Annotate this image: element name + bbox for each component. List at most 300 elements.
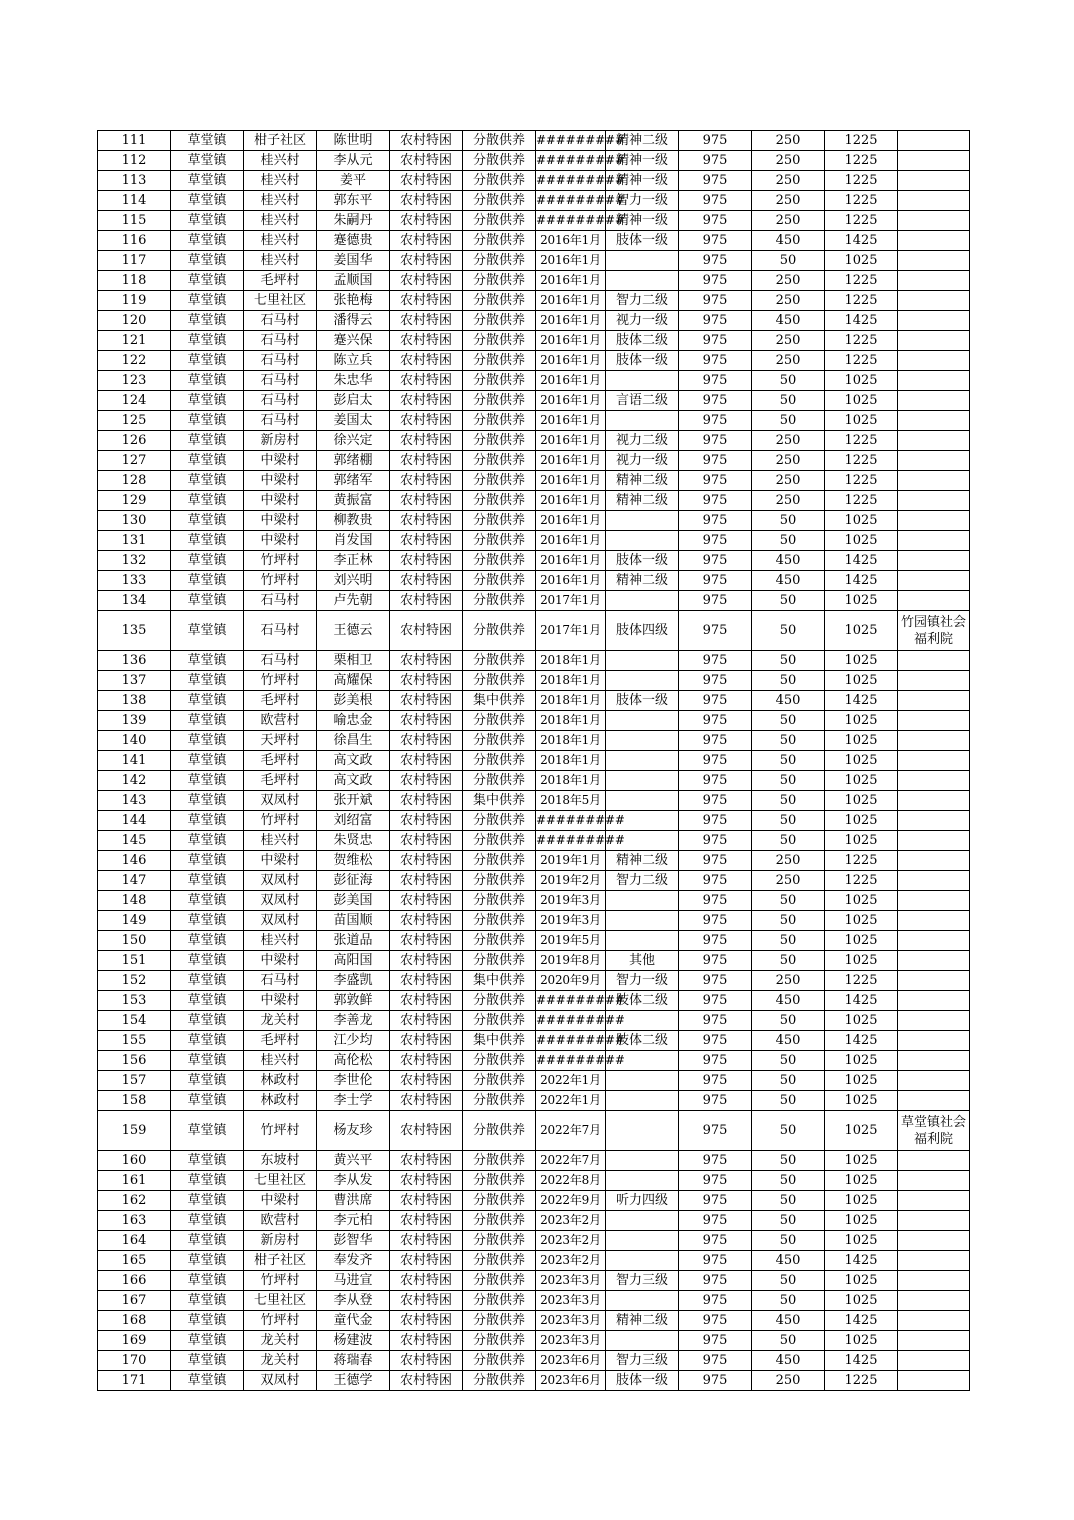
town-cell: 草堂镇: [171, 191, 244, 211]
subsidy-cell: 50: [752, 531, 825, 551]
note-cell: [898, 1211, 970, 1231]
total-cell: 1025: [825, 891, 898, 911]
disability-cell: [606, 711, 679, 731]
note-cell: [898, 711, 970, 731]
category-cell: 农村特困: [390, 451, 463, 471]
note-cell: [898, 511, 970, 531]
category-cell: 农村特困: [390, 211, 463, 231]
disability-cell: 肢体一级: [606, 231, 679, 251]
note-cell: [898, 1191, 970, 1211]
seq-cell: 112: [98, 151, 171, 171]
disability-cell: [606, 751, 679, 771]
support-type-cell: 分散供养: [463, 1331, 536, 1351]
subsidy-cell: 450: [752, 1351, 825, 1371]
name-cell: 江少均: [317, 1031, 390, 1051]
name-cell: 王德云: [317, 611, 390, 651]
note-cell: [898, 951, 970, 971]
subsidy-cell: 50: [752, 1011, 825, 1031]
subsidy-cell: 450: [752, 1251, 825, 1271]
support-type-cell: 分散供养: [463, 471, 536, 491]
support-type-cell: 分散供养: [463, 1251, 536, 1271]
date-cell: 2018年1月: [536, 671, 606, 691]
base-amount-cell: 975: [679, 1311, 752, 1331]
total-cell: 1025: [825, 371, 898, 391]
name-cell: 姜平: [317, 171, 390, 191]
support-type-cell: 分散供养: [463, 311, 536, 331]
disability-cell: 精神一级: [606, 211, 679, 231]
town-cell: 草堂镇: [171, 931, 244, 951]
category-cell: 农村特困: [390, 1211, 463, 1231]
table-row: [98, 311, 970, 331]
disability-cell: [606, 651, 679, 671]
town-cell: 草堂镇: [171, 1191, 244, 1211]
support-type-cell: 分散供养: [463, 931, 536, 951]
village-cell: 桂兴村: [244, 831, 317, 851]
subsidy-cell: 250: [752, 171, 825, 191]
support-type-cell: 分散供养: [463, 611, 536, 651]
total-cell: 1025: [825, 511, 898, 531]
town-cell: 草堂镇: [171, 771, 244, 791]
village-cell: 石马村: [244, 371, 317, 391]
table-row: [98, 691, 970, 711]
support-type-cell: 分散供养: [463, 451, 536, 471]
note-cell: [898, 171, 970, 191]
disability-cell: [606, 1091, 679, 1111]
name-cell: 卢先朝: [317, 591, 390, 611]
disability-cell: 精神一级: [606, 171, 679, 191]
name-cell: 张道品: [317, 931, 390, 951]
support-type-cell: 分散供养: [463, 411, 536, 431]
subsidy-cell: 50: [752, 251, 825, 271]
name-cell: 蒋瑞春: [317, 1351, 390, 1371]
total-cell: 1225: [825, 871, 898, 891]
date-cell: 2022年7月: [536, 1151, 606, 1171]
subsidy-cell: 50: [752, 791, 825, 811]
village-cell: 柑子社区: [244, 131, 317, 151]
date-cell: 2016年1月: [536, 531, 606, 551]
town-cell: 草堂镇: [171, 1051, 244, 1071]
subsidy-cell: 50: [752, 1071, 825, 1091]
note-cell: [898, 1271, 970, 1291]
support-type-cell: 分散供养: [463, 231, 536, 251]
table-row: [98, 611, 970, 651]
town-cell: 草堂镇: [171, 571, 244, 591]
subsidy-cell: 250: [752, 491, 825, 511]
support-type-cell: 分散供养: [463, 211, 536, 231]
village-cell: 石马村: [244, 591, 317, 611]
total-cell: 1225: [825, 271, 898, 291]
town-cell: 草堂镇: [171, 1111, 244, 1151]
base-amount-cell: 975: [679, 251, 752, 271]
category-cell: 农村特困: [390, 731, 463, 751]
support-type-cell: 分散供养: [463, 1371, 536, 1391]
village-cell: 毛坪村: [244, 271, 317, 291]
total-cell: 1025: [825, 811, 898, 831]
name-cell: 童代金: [317, 1311, 390, 1331]
base-amount-cell: 975: [679, 671, 752, 691]
name-cell: 徐兴定: [317, 431, 390, 451]
date-cell: 2016年1月: [536, 551, 606, 571]
support-type-cell: 分散供养: [463, 351, 536, 371]
category-cell: 农村特困: [390, 331, 463, 351]
base-amount-cell: 975: [679, 591, 752, 611]
note-cell: [898, 231, 970, 251]
name-cell: 朱嗣丹: [317, 211, 390, 231]
name-cell: 姜国太: [317, 411, 390, 431]
disability-cell: [606, 1111, 679, 1151]
date-cell: 2017年1月: [536, 611, 606, 651]
category-cell: 农村特困: [390, 1111, 463, 1151]
category-cell: 农村特困: [390, 971, 463, 991]
total-cell: 1025: [825, 1011, 898, 1031]
seq-cell: 157: [98, 1071, 171, 1091]
category-cell: 农村特困: [390, 1291, 463, 1311]
support-type-cell: 分散供养: [463, 1191, 536, 1211]
name-cell: 徐昌生: [317, 731, 390, 751]
name-cell: 喻忠金: [317, 711, 390, 731]
seq-cell: 126: [98, 431, 171, 451]
town-cell: 草堂镇: [171, 1071, 244, 1091]
total-cell: 1425: [825, 551, 898, 571]
total-cell: 1025: [825, 1291, 898, 1311]
subsidy-cell: 450: [752, 231, 825, 251]
town-cell: 草堂镇: [171, 131, 244, 151]
subsidy-cell: 50: [752, 711, 825, 731]
subsidy-cell: 50: [752, 1171, 825, 1191]
seq-cell: 147: [98, 871, 171, 891]
town-cell: 草堂镇: [171, 411, 244, 431]
date-cell: #########: [536, 211, 606, 231]
note-cell: [898, 1051, 970, 1071]
table-row: [98, 131, 970, 151]
table-row: [98, 211, 970, 231]
total-cell: 1225: [825, 351, 898, 371]
table-row: [98, 271, 970, 291]
category-cell: 农村特困: [390, 831, 463, 851]
total-cell: 1025: [825, 831, 898, 851]
name-cell: 郭敦鲜: [317, 991, 390, 1011]
total-cell: 1225: [825, 191, 898, 211]
table-row: [98, 191, 970, 211]
base-amount-cell: 975: [679, 151, 752, 171]
table-row: [98, 591, 970, 611]
category-cell: 农村特困: [390, 711, 463, 731]
subsidy-cell: 50: [752, 391, 825, 411]
subsidy-cell: 250: [752, 451, 825, 471]
disability-cell: [606, 271, 679, 291]
disability-cell: [606, 1211, 679, 1231]
disability-cell: [606, 1171, 679, 1191]
name-cell: 杨建波: [317, 1331, 390, 1351]
table-row: [98, 991, 970, 1011]
disability-cell: 精神二级: [606, 471, 679, 491]
table-row: [98, 1331, 970, 1351]
note-cell: [898, 971, 970, 991]
date-cell: 2018年1月: [536, 711, 606, 731]
subsidy-cell: 50: [752, 411, 825, 431]
subsidy-cell: 250: [752, 971, 825, 991]
table-row: [98, 1191, 970, 1211]
date-cell: #########: [536, 831, 606, 851]
table-row: [98, 1151, 970, 1171]
base-amount-cell: 975: [679, 891, 752, 911]
subsidy-cell: 450: [752, 571, 825, 591]
category-cell: 农村特困: [390, 531, 463, 551]
category-cell: 农村特困: [390, 1171, 463, 1191]
seq-cell: 146: [98, 851, 171, 871]
total-cell: 1025: [825, 751, 898, 771]
disability-cell: [606, 891, 679, 911]
total-cell: 1425: [825, 231, 898, 251]
disability-cell: 肢体二级: [606, 1031, 679, 1051]
total-cell: 1025: [825, 1151, 898, 1171]
disability-cell: 智力三级: [606, 1271, 679, 1291]
date-cell: 2023年2月: [536, 1251, 606, 1271]
base-amount-cell: 975: [679, 1171, 752, 1191]
date-cell: 2019年5月: [536, 931, 606, 951]
support-type-cell: 分散供养: [463, 1271, 536, 1291]
note-cell: [898, 591, 970, 611]
table-row: [98, 651, 970, 671]
disability-cell: 精神二级: [606, 131, 679, 151]
table-body: [98, 131, 970, 1391]
base-amount-cell: 975: [679, 711, 752, 731]
total-cell: 1025: [825, 1231, 898, 1251]
base-amount-cell: 975: [679, 731, 752, 751]
support-type-cell: 分散供养: [463, 991, 536, 1011]
date-cell: 2016年1月: [536, 491, 606, 511]
date-cell: 2018年1月: [536, 691, 606, 711]
note-cell: [898, 551, 970, 571]
total-cell: 1425: [825, 691, 898, 711]
category-cell: 农村特困: [390, 271, 463, 291]
name-cell: 潘得云: [317, 311, 390, 331]
note-cell: [898, 191, 970, 211]
subsidy-cell: 50: [752, 651, 825, 671]
seq-cell: 118: [98, 271, 171, 291]
town-cell: 草堂镇: [171, 751, 244, 771]
base-amount-cell: 975: [679, 371, 752, 391]
seq-cell: 113: [98, 171, 171, 191]
table-row: [98, 891, 970, 911]
seq-cell: 169: [98, 1331, 171, 1351]
disability-cell: 精神二级: [606, 571, 679, 591]
name-cell: 柳教贵: [317, 511, 390, 531]
base-amount-cell: 975: [679, 1111, 752, 1151]
subsidy-cell: 50: [752, 931, 825, 951]
name-cell: 贺维松: [317, 851, 390, 871]
table-row: [98, 931, 970, 951]
subsidy-cell: 50: [752, 1191, 825, 1211]
category-cell: 农村特困: [390, 811, 463, 831]
date-cell: 2023年3月: [536, 1311, 606, 1331]
name-cell: 杨友珍: [317, 1111, 390, 1151]
base-amount-cell: 975: [679, 1031, 752, 1051]
category-cell: 农村特困: [390, 791, 463, 811]
town-cell: 草堂镇: [171, 371, 244, 391]
name-cell: 蹇兴保: [317, 331, 390, 351]
subsidy-cell: 250: [752, 431, 825, 451]
base-amount-cell: 975: [679, 291, 752, 311]
base-amount-cell: 975: [679, 1291, 752, 1311]
date-cell: 2022年8月: [536, 1171, 606, 1191]
seq-cell: 151: [98, 951, 171, 971]
name-cell: 刘兴明: [317, 571, 390, 591]
base-amount-cell: 975: [679, 1211, 752, 1231]
support-type-cell: 分散供养: [463, 191, 536, 211]
support-type-cell: 分散供养: [463, 1071, 536, 1091]
village-cell: 石马村: [244, 351, 317, 371]
base-amount-cell: 975: [679, 1271, 752, 1291]
village-cell: 竹坪村: [244, 571, 317, 591]
total-cell: 1225: [825, 1371, 898, 1391]
total-cell: 1225: [825, 851, 898, 871]
subsidy-cell: 50: [752, 1231, 825, 1251]
seq-cell: 139: [98, 711, 171, 731]
town-cell: 草堂镇: [171, 231, 244, 251]
disability-cell: [606, 511, 679, 531]
seq-cell: 133: [98, 571, 171, 591]
seq-cell: 120: [98, 311, 171, 331]
seq-cell: 166: [98, 1271, 171, 1291]
town-cell: 草堂镇: [171, 1011, 244, 1031]
note-cell: [898, 291, 970, 311]
base-amount-cell: 975: [679, 871, 752, 891]
support-type-cell: 分散供养: [463, 1151, 536, 1171]
village-cell: 桂兴村: [244, 171, 317, 191]
disability-cell: 精神二级: [606, 851, 679, 871]
support-type-cell: 分散供养: [463, 151, 536, 171]
support-type-cell: 分散供养: [463, 871, 536, 891]
category-cell: 农村特困: [390, 571, 463, 591]
base-amount-cell: 975: [679, 1151, 752, 1171]
note-cell: [898, 431, 970, 451]
name-cell: 王德学: [317, 1371, 390, 1391]
table-row: [98, 531, 970, 551]
date-cell: 2017年1月: [536, 591, 606, 611]
disability-cell: 智力三级: [606, 1351, 679, 1371]
support-type-cell: 集中供养: [463, 971, 536, 991]
note-cell: [898, 1091, 970, 1111]
village-cell: 石马村: [244, 611, 317, 651]
total-cell: 1025: [825, 911, 898, 931]
table-row: [98, 771, 970, 791]
subsidy-cell: 50: [752, 1051, 825, 1071]
table-row: [98, 1071, 970, 1091]
disability-cell: [606, 931, 679, 951]
date-cell: 2018年5月: [536, 791, 606, 811]
village-cell: 毛坪村: [244, 771, 317, 791]
seq-cell: 130: [98, 511, 171, 531]
note-cell: [898, 1071, 970, 1091]
town-cell: 草堂镇: [171, 1171, 244, 1191]
table-row: [98, 971, 970, 991]
total-cell: 1025: [825, 1111, 898, 1151]
base-amount-cell: 975: [679, 1371, 752, 1391]
base-amount-cell: 975: [679, 931, 752, 951]
subsidy-cell: 50: [752, 1111, 825, 1151]
disability-cell: 肢体一级: [606, 1371, 679, 1391]
total-cell: 1425: [825, 991, 898, 1011]
note-cell: [898, 1151, 970, 1171]
disability-cell: 精神二级: [606, 1311, 679, 1331]
base-amount-cell: 975: [679, 391, 752, 411]
village-cell: 石马村: [244, 971, 317, 991]
category-cell: 农村特困: [390, 151, 463, 171]
name-cell: 郭东平: [317, 191, 390, 211]
subsidy-cell: 250: [752, 211, 825, 231]
category-cell: 农村特困: [390, 611, 463, 651]
seq-cell: 162: [98, 1191, 171, 1211]
date-cell: #########: [536, 191, 606, 211]
seq-cell: 163: [98, 1211, 171, 1231]
subsidy-cell: 250: [752, 1371, 825, 1391]
support-type-cell: 分散供养: [463, 571, 536, 591]
support-type-cell: 分散供养: [463, 551, 536, 571]
subsidy-cell: 50: [752, 751, 825, 771]
note-cell: [898, 1291, 970, 1311]
total-cell: 1025: [825, 531, 898, 551]
date-cell: 2018年1月: [536, 751, 606, 771]
total-cell: 1025: [825, 391, 898, 411]
support-type-cell: 集中供养: [463, 1031, 536, 1051]
note-cell: [898, 1231, 970, 1251]
village-cell: 欧营村: [244, 1211, 317, 1231]
table-row: [98, 671, 970, 691]
name-cell: 彭智华: [317, 1231, 390, 1251]
table-row: [98, 1011, 970, 1031]
village-cell: 龙关村: [244, 1331, 317, 1351]
total-cell: 1025: [825, 1091, 898, 1111]
category-cell: 农村特困: [390, 491, 463, 511]
name-cell: 高文政: [317, 751, 390, 771]
date-cell: 2016年1月: [536, 471, 606, 491]
support-type-cell: 分散供养: [463, 531, 536, 551]
total-cell: 1025: [825, 771, 898, 791]
table-row: [98, 851, 970, 871]
seq-cell: 165: [98, 1251, 171, 1271]
table-row: [98, 171, 970, 191]
category-cell: 农村特困: [390, 1311, 463, 1331]
town-cell: 草堂镇: [171, 731, 244, 751]
town-cell: 草堂镇: [171, 251, 244, 271]
village-cell: 桂兴村: [244, 1051, 317, 1071]
support-type-cell: 分散供养: [463, 811, 536, 831]
subsidy-cell: 450: [752, 1311, 825, 1331]
disability-cell: [606, 1071, 679, 1091]
date-cell: 2016年1月: [536, 291, 606, 311]
date-cell: #########: [536, 1051, 606, 1071]
name-cell: 高文政: [317, 771, 390, 791]
category-cell: 农村特困: [390, 431, 463, 451]
total-cell: 1425: [825, 571, 898, 591]
village-cell: 双凤村: [244, 891, 317, 911]
total-cell: 1025: [825, 1331, 898, 1351]
support-type-cell: 分散供养: [463, 331, 536, 351]
base-amount-cell: 975: [679, 991, 752, 1011]
town-cell: 草堂镇: [171, 991, 244, 1011]
seq-cell: 127: [98, 451, 171, 471]
seq-cell: 138: [98, 691, 171, 711]
category-cell: 农村特困: [390, 1251, 463, 1271]
date-cell: 2019年8月: [536, 951, 606, 971]
town-cell: 草堂镇: [171, 971, 244, 991]
subsidy-cell: 50: [752, 611, 825, 651]
table-row: [98, 811, 970, 831]
category-cell: 农村特困: [390, 751, 463, 771]
name-cell: 陈世明: [317, 131, 390, 151]
village-cell: 桂兴村: [244, 211, 317, 231]
